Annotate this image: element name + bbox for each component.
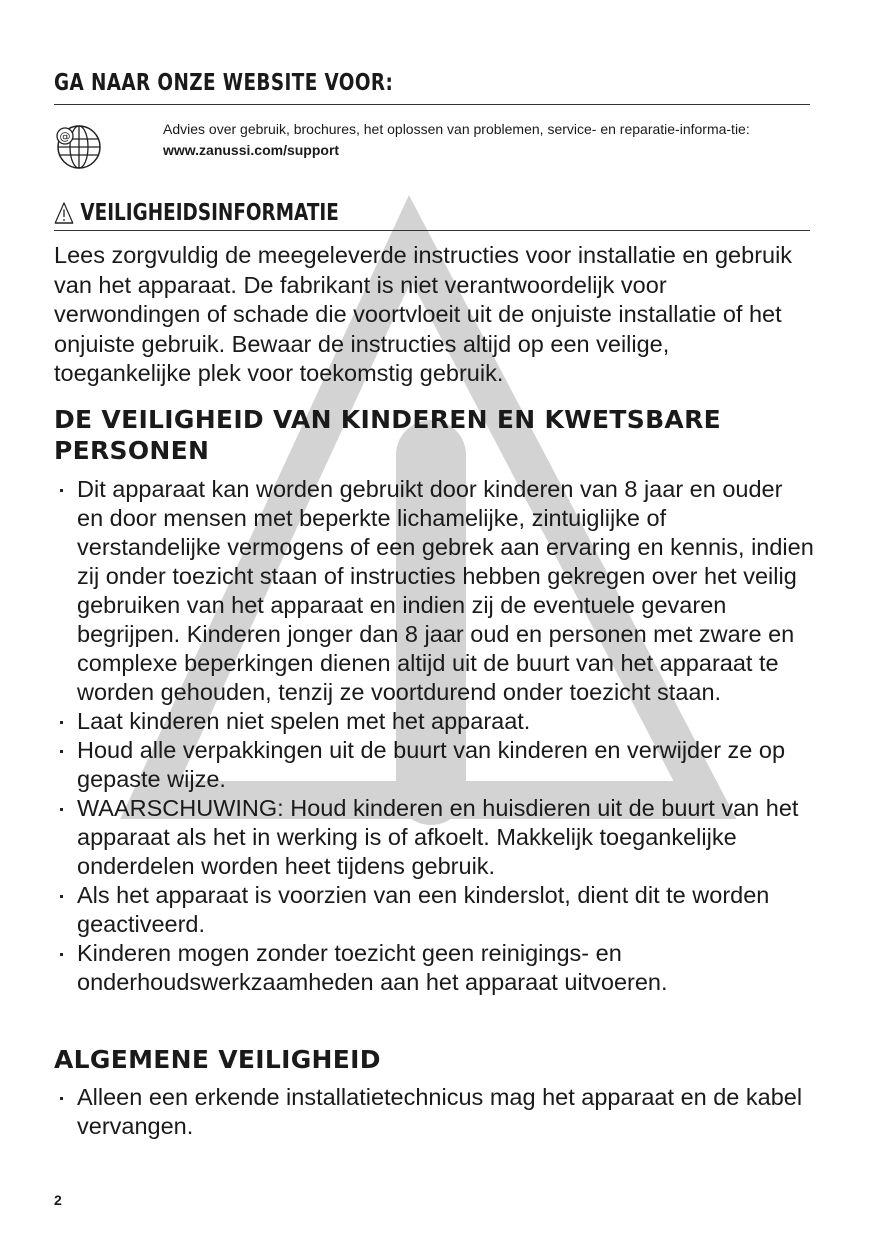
page-number: 2 <box>54 1192 62 1208</box>
svg-text:@: @ <box>59 130 71 143</box>
list-item: Kinderen mogen zonder toezicht geen reinigings- en onderhoudswerkzaamheden aan het apparaat uitvoeren. <box>54 939 814 997</box>
list-item: WAARSCHUWING: Houd kinderen en huisdieren uit de buurt van het apparaat als het in werking is of afkoelt. Makkelijk toegankelijke onderdelen worden heet tijdens gebruik. <box>54 794 814 881</box>
heading-divider <box>54 104 810 105</box>
general-safety-list <box>54 1083 814 1141</box>
list-item: Als het apparaat is voorzien van een kinderslot, dient dit te worden geactiveerd. <box>54 881 814 939</box>
warning-triangle-icon <box>54 201 74 225</box>
support-url-link[interactable]: www.zanussi.com/support <box>163 142 340 158</box>
safety-divider <box>54 230 810 231</box>
general-safety-heading: ALGEMENE VEILIGHEID <box>54 1045 381 1074</box>
list-item: Houd alle verpakkingen uit de buurt van kinderen en verwijder ze op gepaste wijze. <box>54 736 814 794</box>
safety-heading-text: VEILIGHEIDSINFORMATIE <box>80 200 339 226</box>
safety-intro: Lees zorgvuldig de meegeleverde instructies voor installatie en gebruik van het apparaat. De fabrikant is niet verantwoordelijk voor verwondingen of schade die voortvloeit uit de onjuiste installatie of het onjuiste gebruik. Bewaar de instructies altijd op een veilige, toegankelijke plek voor toekomstig gebruik. <box>54 242 793 386</box>
advice-text: Advies over gebruik, brochures, het oplossen van problemen, service- en reparatie-informa-tie: <box>163 121 750 137</box>
website-advice <box>163 120 813 160</box>
list-item: Laat kinderen niet spelen met het apparaat. <box>54 707 814 736</box>
globe-at-icon <box>52 122 102 172</box>
children-safety-list <box>54 475 814 997</box>
list-item: Dit apparaat kan worden gebruikt door kinderen van 8 jaar en ouder en door mensen met beperkte lichamelijke, zintuiglijke of verstandelijke vermogens of een gebrek aan ervaring en kennis, indien zij onder toezicht staan of instructies hebben gekregen over het veilig gebruiken van het apparaat en indien zij de eventuele gevaren begrijpen. Kinderen jonger dan 8 jaar oud en personen met zware en complexe beperkingen dienen altijd uit de buurt van het apparaat te worden gehouden, tenzij ze voortdurend onder toezicht staan. <box>54 475 814 707</box>
website-heading: GA NAAR ONZE WEBSITE VOOR: <box>54 70 394 96</box>
list-item: Alleen een erkende installatietechnicus mag het apparaat en de kabel vervangen. <box>54 1083 814 1141</box>
safety-heading <box>54 198 339 228</box>
children-heading: DE VEILIGHEID VAN KINDEREN EN KWETSBARE PERSONEN <box>54 405 721 465</box>
